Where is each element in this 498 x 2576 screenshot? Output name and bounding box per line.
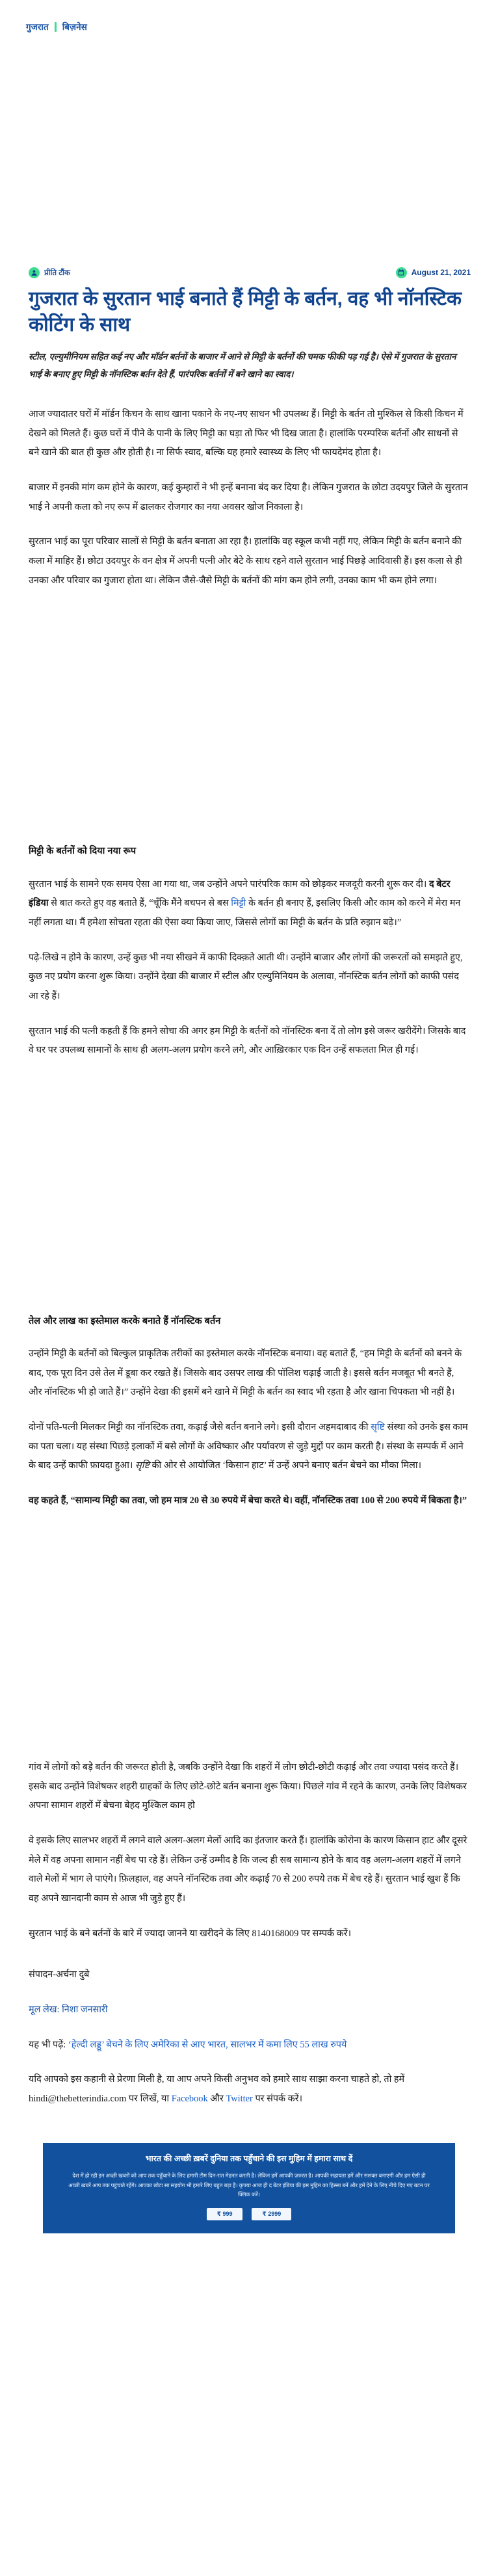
calendar-icon — [396, 267, 407, 278]
paragraph: उन्होंने मिट्टी के बर्तनों को बिल्कुल प्राकृतिक तरीकों का इस्तेमाल करके नॉनस्टिक बनाया। वह बताते हैं, “हम मिट्टी के बर्तनों को बनने के बाद, एक पूरा दिन उसे तेल में डूबा कर रखते हैं। जिसके बाद उसपर लाख की पॉलिश चढ़ाई जाती है। इससे बर्तन मजबूत भी बनते हैं, और नॉनस्टिक भी हो जाते हैं।” उन्होंने देखा की इसमें बने खाने में मिट्टी के बर्तन का स्वाद भी रहता है और खाना चिपकता भी नहीं है। — [29, 1348, 462, 1398]
donate-description: देश में हो रही इन अच्छी खबरों को आप तक पहुँचाने के लिए हमारी टीम दिन-रात मेहनत करती है। लेकिन हमें आपकी ज़रुरत है। आपकी सहायता हमें और सशक्त बनाएगी और हम ऐसी ही अच्छी ख़बरें आप तक पहुंचाते रहेंगे। आपका छोटा सा सहयोग भी हमारे लिए बहुत बड़ा है। कृपया आज ही द बेटर इंडिया की इस मुहिम का हिस्सा बनें और हमें देने के लिए नीचे दिए गए बटन पर क्लिक करें। — [68, 2172, 430, 2198]
text-run: पर लिखें, या — [126, 2093, 172, 2104]
original-article-link[interactable]: मूल लेख: निशा जनसारी — [29, 2004, 108, 2015]
author-name[interactable]: प्रीति टौंक — [44, 269, 70, 277]
publish-date: August 21, 2021 — [411, 268, 471, 277]
section-heading: मिट्टी के बर्तनों को दिया नया रूप — [29, 846, 137, 857]
paragraph: गांव में लोगों को बड़े बर्तन की जरूरत होती है, जबकि उन्होंने देखा कि शहरों में लोग छोटी-छोटी कढ़ाई और तवा ज्यादा पसंद करते हैं। इसके बाद उन्होंने विशेषकर शहरी ग्राहकों के लिए छोटे-छोटे बर्तन बनाना शुरू किया। पिछले गांव में रहने के कारण, उनके लिए विशेषकर अपना सामान शहरों में बेचना बेहद मुश्किल काम हो — [29, 1761, 467, 1811]
facebook-link[interactable]: Facebook — [171, 2093, 208, 2104]
text-run: संस्था को उनके इस काम का पता चला। यह संस्था पिछड़े इलाकों में बसे लोगों के अविष्कार और पर्यावरण से जुड़े मुद्दों पर काम करती है। संस्था के सम्पर्क में आने के बाद उन्हें काफी फ़ायदा हुआ। — [29, 1422, 468, 1471]
paragraph — [29, 1418, 469, 1476]
donate-banner — [43, 2143, 455, 2233]
text-run: की ओर से आयोजित ‘किसान हाट’ में उन्हें अपने बनाए बर्तन बेचने का मौका मिला। — [149, 1460, 422, 1471]
section-heading: तेल और लाख का इस्तेमाल करके बनाते हैं नॉनस्टिक बर्तन — [29, 1315, 221, 1326]
article-excerpt: स्टील, एल्युमीनियम सहित कई नए और मॉर्डन बर्तनों के बाजार में आने से मिट्टी के बर्तनों की चमक फीकी पड़ गई है। ऐसे में गुजरात के सुरतान भाई के बनाए हुए मिट्टी के नॉनस्टिक बर्तन देते हैं, पारंपरिक बर्तनों में बने खाने का स्वाद। — [29, 352, 456, 379]
paragraph: सुरतान भाई का पूरा परिवार सालों से मिट्टी के बर्तन बनाता आ रहा है। हालांकि वह स्कूल कभी नहीं गए, लेकिन मिट्टी के बर्तन बनाने की कला में माहिर हैं। छोटा उदयपुर के वन क्षेत्र में अपनी पत्नी और बेटे के साथ रहने वाले सुरतान भाई पिछड़े आदिवासी हैं। इस कला से ही उनका और परिवार का गुजारा होता था। लेकिन जैसे-जैसे मिट्टी के बर्तनों की मांग कम होने लगी, उनका काम भी कम होने लगा। — [29, 536, 462, 586]
article-photo — [29, 1077, 469, 1292]
text-run: के बर्तन ही बनाए हैं, इसलिए किसी और काम को करने में मेरा मन नहीं लगता था। मैं हमेशा सोचता रहता की ऐसा क्या किया जाए, जिससे लोगों का मिट्टी के बर्तन के प्रति रुझान बढ़े।” — [29, 898, 461, 928]
paragraph: बाजार में इनकी मांग कम होने के कारण, कई कुम्हारों ने भी इन्हें बनाना बंद कर दिया है। लेकिन गुजरात के छोटा उदयपुर जिले के सुरतान भाई ने अपनी कला को नए रूप में ढालकर रोजगार का नया अवसर खोज निकाला है। — [29, 482, 468, 512]
text-run: दोनों पति-पत्नी मिलकर मिट्टी का नॉनस्टिक तवा, कढ़ाई जैसे बर्तन बनाने लगे। इसी दौरान अहमदाबाद की — [29, 1422, 371, 1433]
inline-link-srishti[interactable]: सृष्टि — [371, 1422, 385, 1433]
article-photo — [29, 607, 469, 822]
article-credits — [29, 1965, 469, 2109]
also-read-label: यह भी पढ़ें: — [29, 2039, 68, 2050]
contact-line — [29, 2070, 469, 2109]
breadcrumb — [0, 0, 498, 36]
donate-button-group — [53, 2208, 445, 2220]
also-read-line — [29, 2036, 469, 2055]
contact-email: hindi@thebetterindia.com — [29, 2093, 127, 2104]
org-name: सृष्टि — [135, 1460, 150, 1471]
pull-quote: वह कहते हैं, “सामान्य मिट्टी का तवा, जो हम मात्र 20 से 30 रुपये में बेचा करते थे। वहीं, नॉनस्टिक तवा 100 से 200 रुपये में बिकता है।” — [29, 1495, 467, 1506]
breadcrumb-item-business[interactable]: बिज़नेस — [62, 22, 87, 32]
donate-amount-999-button[interactable]: ₹ 999 — [207, 2208, 243, 2220]
byline-date-group — [396, 267, 471, 278]
paragraph: वे इसके लिए सालभर शहरों में लगने वाले अलग-अलग मेलों आदि का इंतजार करते हैं। हालांकि कोरोना के कारण किसान हाट और दूसरे मेले में वह अपना सामान नहीं बेच पा रहे हैं। लेकिन उन्हें उम्मीद है कि जल्द ही सब सामान्य होने के बाद वह अलग-अलग शहरों में लगने वाले मेलों में भाग ले पाएंगे। फ़िलहाल, वह अपने नॉनस्टिक तवा और कढ़ाई 70 से 200 रुपये तक में बेच रहे हैं। सुरतान भाई खुश हैं कि वह अपने खानदानी काम से आज भी जुड़े हुए हैं। — [29, 1835, 467, 1904]
donate-amount-2999-button[interactable]: ₹ 2999 — [252, 2208, 291, 2220]
breadcrumb-item-gujarat[interactable]: गुजरात — [26, 22, 49, 32]
inline-link-mitti[interactable]: मिट्टी — [231, 898, 246, 909]
paragraph: सुरतान भाई के बने बर्तनों के बारे में ज्यादा जानने या खरीदने के लिए 8140168009 पर सम्पर्क करें। — [29, 1928, 352, 1939]
text-run: और — [207, 2093, 226, 2104]
paragraph: आज ज्यादातर घरों में मॉर्डन किचन के साथ खाना पकाने के नए-नए साधन भी उपलब्ध हैं। मिट्टी के बर्तन तो मुश्किल से किसी किचन में देखने को मिलते हैं। कुछ घरों में पीने के पानी के लिए मिट्टी का घड़ा तो फिर भी दिख जाता है। हालांकि परम्परिक बर्तनों और साधनों से बने खाने की बात ही कुछ और होती है। ना सिर्फ स्वाद, बल्कि यह हमारे स्वास्थ्य के लिए भी फायदेमंद होता है। — [29, 409, 464, 458]
paragraph — [29, 875, 469, 933]
breadcrumb-separator-icon — [55, 22, 57, 32]
text-run: यदि आपको इस कहानी से प्रेरणा मिली है, या आप अपने किसी अनुभव को हमारे साथ साझा करना चाहते हो, तो हमें — [29, 2074, 405, 2085]
byline — [29, 264, 471, 281]
page-title: गुजरात के सुरतान भाई बनाते हैं मिट्टी के बर्तन, वह भी नॉनस्टिक कोटिंग के साथ — [29, 288, 462, 336]
donate-heading: भारत की अच्छी ख़बरें दुनिया तक पहुँचाने की इस मुहिम में हमारा साथ दें — [145, 2153, 353, 2163]
also-read-link[interactable]: ‘हेल्दी लड्डू’ बेचने के लिए अमेरिका से आए भारत, सालभर में कमा लिए 55 लाख रुपये — [68, 2039, 347, 2050]
article-photo — [29, 1528, 469, 1742]
paragraph: सुरतान भाई की पत्नी कहती हैं कि हमने सोचा की अगर हम मिट्टी के बर्तनों को नॉनस्टिक बना दें तो लोग इसे जरूर खरीदेंगे। जिसके बाद वे घर पर उपलब्ध सामानों के साथ ही अलग-अलग प्रयोग करने लगे, और आख़िरकार एक दिन उन्हें सफलता मिल ही गई। — [29, 1025, 466, 1056]
byline-author-group[interactable] — [29, 267, 70, 278]
editor-credit: संपादन-अर्चना दुबे — [29, 1969, 90, 1980]
article-body — [29, 405, 469, 2109]
text-run: पर संपर्क करें। — [252, 2093, 303, 2104]
paragraph: पढ़े-लिखे न होने के कारण, उन्हें कुछ भी नया सीखने में काफी दिक्क़ते आती थी। उन्होंने बाजार और लोगों की जरूरतों को समझते हुए, कुछ नए प्रयोग करना शुरू किया। उन्होंने देखा की बाजार में स्टील और एल्युमिनियम के अलावा, नॉनस्टिक बर्तन लोगों को काफी पसंद आ रहे हैं। — [29, 952, 463, 1001]
text-run: सुरतान भाई के सामने एक समय ऐसा आ गया था, जब उन्होंने अपने पारंपरिक काम को छोड़कर मजदूरी करनी शुरू कर दी। — [29, 878, 429, 889]
hero-image — [26, 57, 472, 252]
text-run: से बात करते हुए वह बताते हैं, “चूँकि मैंने बचपन से बस — [48, 898, 231, 909]
twitter-link[interactable]: Twitter — [226, 2093, 253, 2104]
user-avatar-icon — [29, 267, 40, 278]
brand-name: द बेटर इंडिया — [29, 878, 451, 909]
